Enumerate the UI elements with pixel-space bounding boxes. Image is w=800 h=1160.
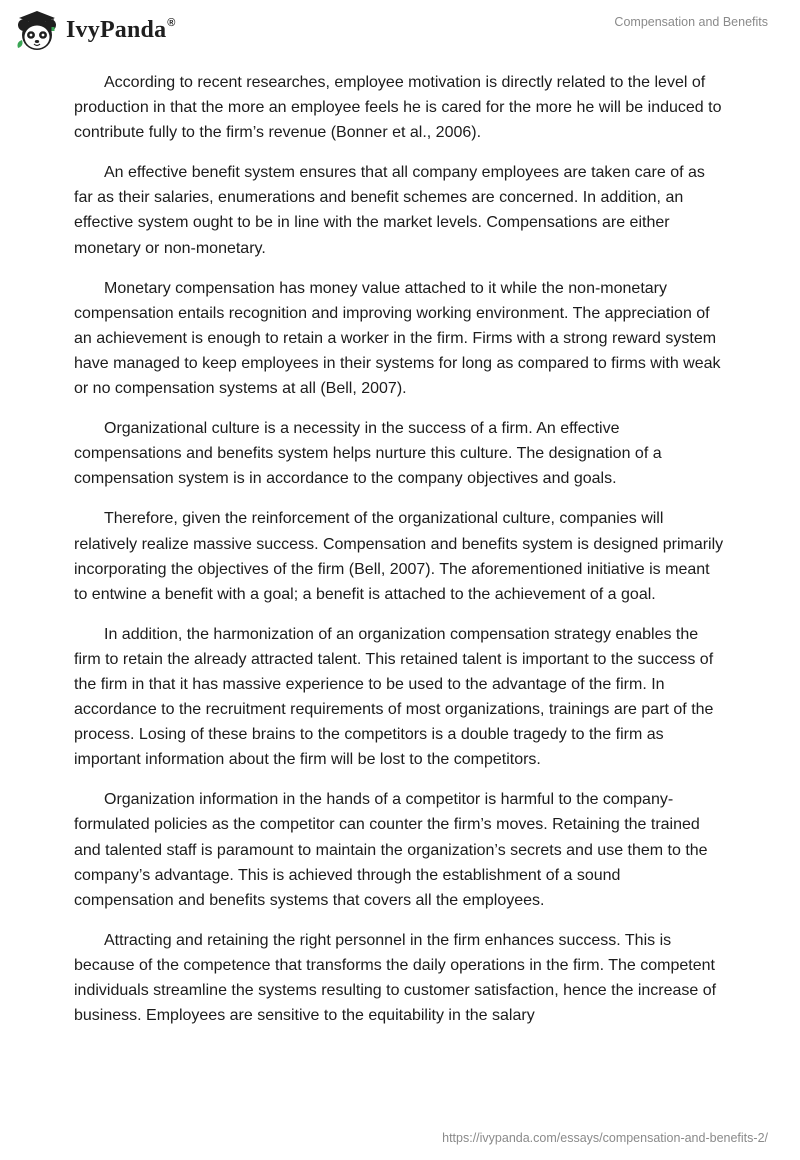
paragraph: An effective benefit system ensures that all company employees are taken care of as far as their salaries, enumerations and benefit schemes are concerned. In addition, an effective system ought to be in line with the market levels. Compensations are either monetary or non-monetary. xyxy=(74,164,705,257)
paragraph: According to recent researches, employee motivation is directly related to the level of production in that the more an employee feels he is cared for the more he will be induced to contribute fully to the firm’s revenue (Bonner et al., 2006). xyxy=(74,74,722,142)
running-title: Compensation and Benefits xyxy=(614,15,768,29)
paragraph: Organization information in the hands of a competitor is harmful to the company-formulated policies as the competitor can counter the firm’s moves. Retaining the trained and talented staff is paramount to maintain the organization’s secrets and use them to the company’s advantage. This is achieved through the establishment of a sound compensation and benefits systems that covers all the employees. xyxy=(74,791,708,909)
paragraph: Therefore, given the reinforcement of the organizational culture, companies will relatively realize massive success. Compensation and benefits system is designed primarily incorporating the objectives of the firm (Bell, 2007). The aforementioned initiative is meant to entwine a benefit with a goal; a benefit is attached to the achievement of a goal. xyxy=(74,510,724,603)
paragraph: Attracting and retaining the right personnel in the firm enhances success. This is because of the competence that transforms the daily operations in the firm. The competent individuals streamline the systems resulting to customer satisfaction, hence the increase of business. Employees are sensitive to the equitability in the salary xyxy=(74,931,717,1025)
registered-mark: ® xyxy=(167,16,176,29)
paragraph: Organizational culture is a necessity in the success of a firm. An effective compensations and benefits system helps nurture this culture. The designation of a compensation system is in accordance to the company objectives and goals. xyxy=(74,420,662,488)
paragraph: Monetary compensation has money value attached to it while the non-monetary compensation entails recognition and improving working environment. The appreciation of an achievement is enough to retain a worker in the firm. Firms with a strong reward system have managed to keep employees in their systems for long as compared to firms with weak or no compensation systems at all (Bell, 2007). xyxy=(74,279,721,398)
essay-body xyxy=(74,70,724,1043)
brand-text: IvyPanda xyxy=(66,16,167,43)
source-url[interactable]: https://ivypanda.com/essays/compensation-and-benefits-2/ xyxy=(442,1131,768,1145)
paragraph: In addition, the harmonization of an organization compensation strategy enables the firm to retain the already attracted talent. This retained talent is important to the success of the firm in that it has massive experience to be used to the advantage of the firm. In accordance to the recruitment requirements of most organizations, trainings are part of the process. Losing of these brains to the competitors is a double tragedy to the firm as important information about the firm will be lost to the competitors. xyxy=(74,625,714,769)
ivypanda-logo[interactable] xyxy=(14,8,176,54)
brand-name xyxy=(66,17,176,44)
panda-graduate-icon xyxy=(14,8,60,54)
page-header xyxy=(0,0,800,60)
